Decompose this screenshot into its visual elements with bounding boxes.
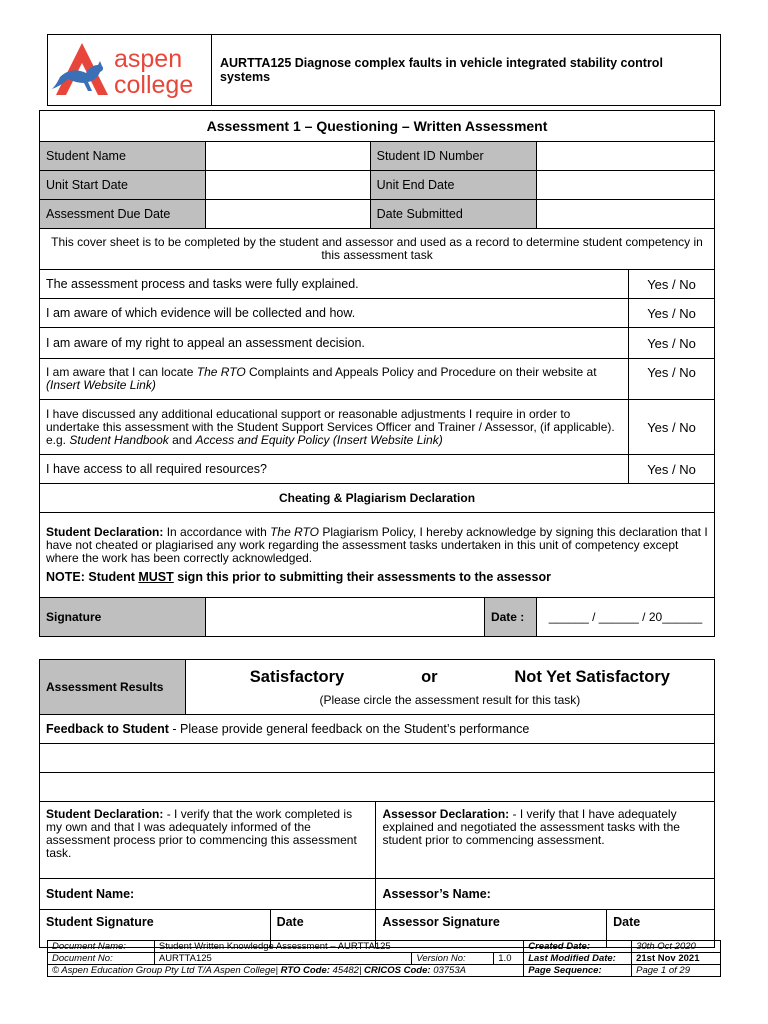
assessment-results-table: [39, 659, 715, 948]
footer-copyright: © Aspen Education Group Pty Ltd T/A Aspen College| RTO Code: 45482| CRICOS Code: 03753A: [48, 965, 524, 977]
footer-page-label: Page Sequence:: [524, 965, 632, 977]
cover-sheet-table: [39, 110, 715, 637]
student-date-field[interactable]: Date: [270, 910, 376, 948]
yes-no-1[interactable]: Yes / No: [629, 270, 715, 299]
footer-modified-label: Last Modified Date:: [524, 953, 632, 965]
footer-modified: 21st Nov 2021: [632, 953, 721, 965]
results-label: Assessment Results: [40, 660, 186, 715]
student-id-field[interactable]: [536, 142, 714, 171]
assessor-signature-field[interactable]: Assessor Signature: [376, 910, 607, 948]
or-text: or: [421, 667, 438, 686]
due-date-field[interactable]: [205, 200, 370, 229]
footer-version: 1.0: [494, 953, 524, 965]
unit-title: AURTTA125 Diagnose complex faults in vehicle integrated stability control systems: [220, 56, 663, 84]
footer-doc-name-label: Document Name:: [48, 941, 155, 953]
student-name-field[interactable]: [205, 142, 370, 171]
assessor-verification: Assessor Declaration: - I verify that I have adequately explained and negotiated the assessment tasks with the student prior to commencing assessment.: [376, 802, 715, 879]
footer-created-label: Created Date:: [524, 941, 632, 953]
date-submitted-field[interactable]: [536, 200, 714, 229]
feedback-line-2[interactable]: [40, 773, 715, 802]
date-field[interactable]: ______ / ______ / 20______: [536, 598, 714, 637]
student-declaration: Student Declaration: In accordance with The RTO Plagiarism Policy, I hereby acknowledge by signing this declaration that I have not cheated or plagiarised any work regarding the assessment tasks undertaken in this unit of competency except where the work has been correctly acknowledged. NOTE: Student MUST sign this prior to submitting their assessments to the assessor: [40, 513, 715, 598]
unit-end-field[interactable]: [536, 171, 714, 200]
yes-no-4[interactable]: Yes / No: [629, 359, 715, 400]
footer-doc-no: AURTTA125: [154, 953, 412, 965]
student-verification: Student Declaration: - I verify that the work completed is my own and that I was adequately informed of the assessment process prior to commencing this assessment task.: [40, 802, 376, 879]
yes-no-5[interactable]: Yes / No: [629, 400, 715, 455]
document-footer: [47, 940, 721, 977]
plagiarism-heading: Cheating & Plagiarism Declaration: [40, 484, 715, 513]
footer-doc-name: Student Written Knowledge Assessment – AURTTA125: [154, 941, 523, 953]
date-submitted-label: Date Submitted: [370, 200, 536, 229]
unit-end-label: Unit End Date: [370, 171, 536, 200]
statement-2: I am aware of which evidence will be collected and how.: [40, 299, 629, 328]
footer-doc-no-label: Document No:: [48, 953, 155, 965]
footer-version-label: Version No:: [412, 953, 494, 965]
student-signature-field[interactable]: Student Signature: [40, 910, 271, 948]
statement-6: I have access to all required resources?: [40, 455, 629, 484]
student-name-sign-field[interactable]: Student Name:: [40, 879, 376, 910]
footer-created: 30th Oct 2020: [632, 941, 721, 953]
unit-start-field[interactable]: [205, 171, 370, 200]
yes-no-3[interactable]: Yes / No: [629, 328, 715, 359]
student-id-label: Student ID Number: [370, 142, 536, 171]
signature-label: Signature: [40, 598, 206, 637]
result-choice[interactable]: [185, 660, 714, 715]
signature-field[interactable]: [206, 598, 485, 636]
feedback-heading: Feedback to Student - Please provide general feedback on the Student’s performance: [40, 715, 715, 744]
statement-3: I am aware of my right to appeal an assessment decision.: [40, 328, 629, 359]
satisfactory-option[interactable]: Satisfactory: [249, 667, 345, 686]
feedback-line-1[interactable]: [40, 744, 715, 773]
assessment-title: Assessment 1 – Questioning – Written Assessment: [40, 111, 715, 142]
assessor-name-field[interactable]: Assessor’s Name:: [376, 879, 715, 910]
note-line: NOTE: Student MUST sign this prior to submitting their assessments to the assessor: [46, 570, 551, 584]
statement-5: I have discussed any additional educational support or reasonable adjustments I require in order to undertake this assessment with the Student Support Services Officer and Trainer / Assessor, (if applicable). e.g. Student Handbook and Access and Equity Policy (Insert Website Link): [40, 400, 629, 455]
not-yet-satisfactory-option[interactable]: Not Yet Satisfactory: [514, 667, 670, 686]
due-date-label: Assessment Due Date: [40, 200, 206, 229]
svg-text:college: college: [114, 71, 194, 99]
footer-page: Page 1 of 29: [632, 965, 721, 977]
statement-1: The assessment process and tasks were fully explained.: [40, 270, 629, 299]
aspen-college-logo-icon: [48, 35, 208, 103]
logo: [48, 35, 212, 105]
circle-note: (Please circle the assessment result for this task): [319, 692, 581, 707]
date-label: Date :: [484, 598, 536, 636]
student-name-label: Student Name: [40, 142, 206, 171]
cover-intro: This cover sheet is to be completed by the student and assessor and used as a record to determine student competency in this assessment task: [40, 229, 715, 270]
document-header: [47, 34, 721, 106]
assessor-date-field[interactable]: Date: [607, 910, 715, 948]
statement-4: I am aware that I can locate The RTO Complaints and Appeals Policy and Procedure on their website at (Insert Website Link): [40, 359, 629, 400]
unit-start-label: Unit Start Date: [40, 171, 206, 200]
yes-no-6[interactable]: Yes / No: [629, 455, 715, 484]
svg-text:aspen: aspen: [114, 45, 183, 73]
yes-no-2[interactable]: Yes / No: [629, 299, 715, 328]
